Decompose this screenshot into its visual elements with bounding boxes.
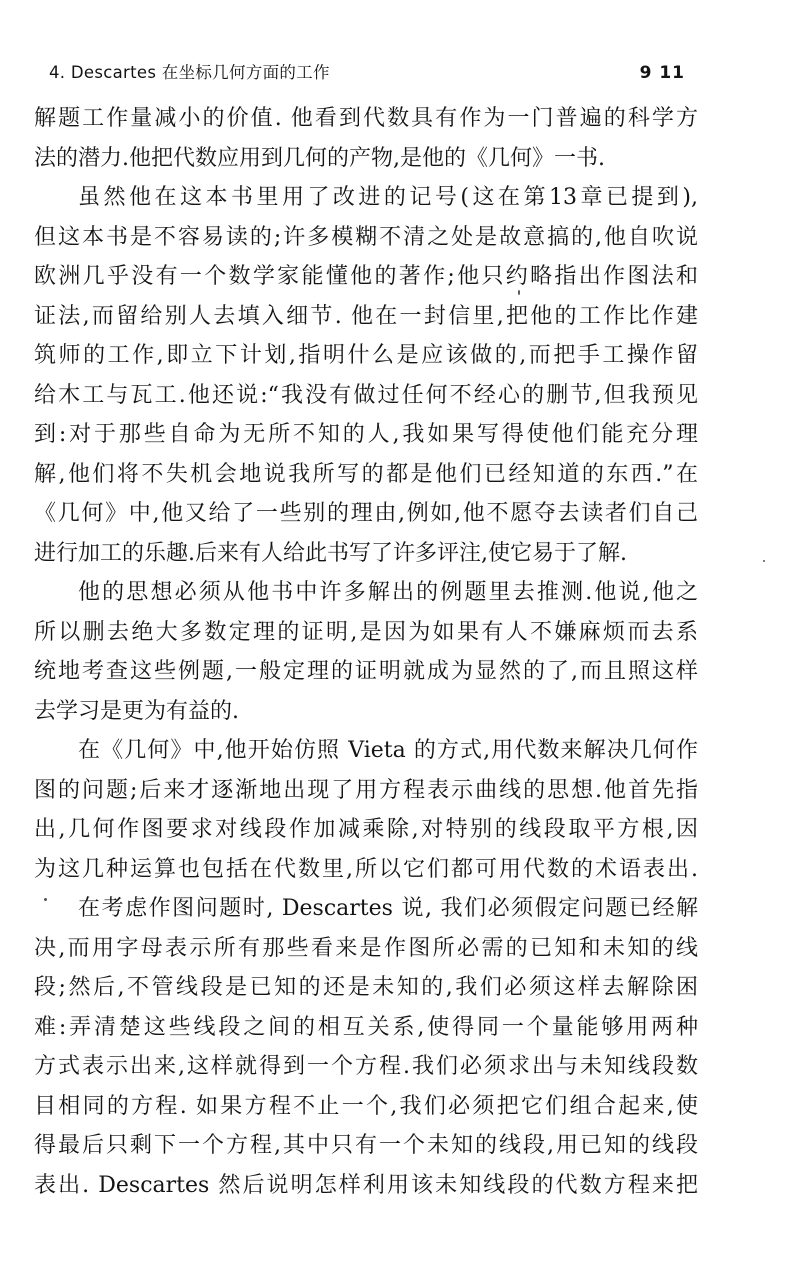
text-line: 到:对于那些自命为无所不知的人,我如果写得使他们能充分理 bbox=[34, 422, 698, 447]
text-line: 法的潜力.他把代数应用到几何的产物,是他的《几何》一书. bbox=[34, 145, 605, 171]
text-line: 解,他们将不失机会地说我所写的都是他们已经知道的东西.”在 bbox=[34, 461, 698, 487]
text-line: 去学习是更为有益的. bbox=[34, 698, 239, 724]
text-line: 得最后只剩下一个方程,其中只有一个未知的线段,用已知的线段 bbox=[34, 1133, 698, 1158]
text-line: 段;然后,不管线段是已知的还是未知的,我们必须这样去解除困 bbox=[34, 975, 698, 1000]
paragraph-start-line: 在《几何》中,他开始仿照 Vieta 的方式,用代数来解决几何作 bbox=[78, 738, 698, 763]
text-line: 筑师的工作,即立下计划,指明什么是应该做的,而把手工操作留 bbox=[34, 343, 698, 368]
paragraph-start-line: 他的思想必须从他书中许多解出的例题里去推测.他说,他之 bbox=[78, 580, 698, 605]
text-line: 图的问题;后来才逐渐地出现了用方程表示曲线的思想.他首先指 bbox=[34, 777, 698, 803]
text-line: 解题工作量减小的价值. 他看到代数具有作为一门普遍的科学方 bbox=[34, 106, 698, 131]
text-line: 欧洲几乎没有一个数学家能懂他的著作;他只约略指出作图法和 bbox=[34, 264, 698, 289]
scan-speck bbox=[44, 898, 47, 901]
text-line: 表出. Descartes 然后说明怎样利用该未知线段的代数方程来把 bbox=[34, 1172, 698, 1198]
text-line: 但这本书是不容易读的;许多模糊不清之处是故意搞的,他自吹说 bbox=[34, 224, 698, 250]
text-line: 给木工与瓦工.他还说:“我没有做过任何不经心的删节,但我预见 bbox=[34, 382, 698, 408]
text-line: 统地考查这些例题,一般定理的证明就成为显然的了,而且照这样 bbox=[34, 659, 698, 684]
chapter-title: 4. Descartes 在坐标几何方面的工作 bbox=[49, 63, 330, 82]
body-text bbox=[34, 99, 698, 1205]
page-number: 9 11 bbox=[639, 63, 685, 83]
text-line: 进行加工的乐趣.后来有人给此书写了许多评注,使它易于了解. bbox=[34, 540, 627, 566]
text-line: 方式表示出来,这样就得到一个方程.我们必须求出与未知线段数 bbox=[34, 1054, 698, 1079]
text-line: 为这几种运算也包括在代数里,所以它们都可用代数的术语表出. bbox=[34, 856, 698, 882]
paragraph-start-line: 虽然他在这本书里用了改进的记号(这在第13章已提到), bbox=[78, 185, 698, 210]
paragraph-start-line: 在考虑作图问题时, Descartes 说, 我们必须假定问题已经解 bbox=[78, 896, 698, 921]
text-line: 所以删去绝大多数定理的证明,是因为如果有人不嫌麻烦而去系 bbox=[34, 619, 698, 645]
text-line: 证法,而留给别人去填入细节. 他在一封信里,把他的工作比作建 bbox=[34, 303, 698, 329]
text-line: 决,而用字母表示所有那些看来是作图所必需的已知和未知的线 bbox=[34, 935, 698, 961]
scan-speck bbox=[763, 560, 765, 562]
text-line: 《几何》中,他又给了一些别的理由,例如,他不愿夺去读者们自己 bbox=[34, 501, 698, 526]
running-head bbox=[49, 60, 689, 90]
text-line: 目相同的方程. 如果方程不止一个,我们必须把它们组合起来,使 bbox=[34, 1093, 698, 1119]
text-line: 难:弄清楚这些线段之间的相互关系,使得同一个量能够用两种 bbox=[34, 1014, 698, 1040]
scan-speck bbox=[518, 290, 520, 295]
text-line: 出,几何作图要求对线段作加减乘除,对特别的线段取平方根,因 bbox=[34, 817, 698, 842]
